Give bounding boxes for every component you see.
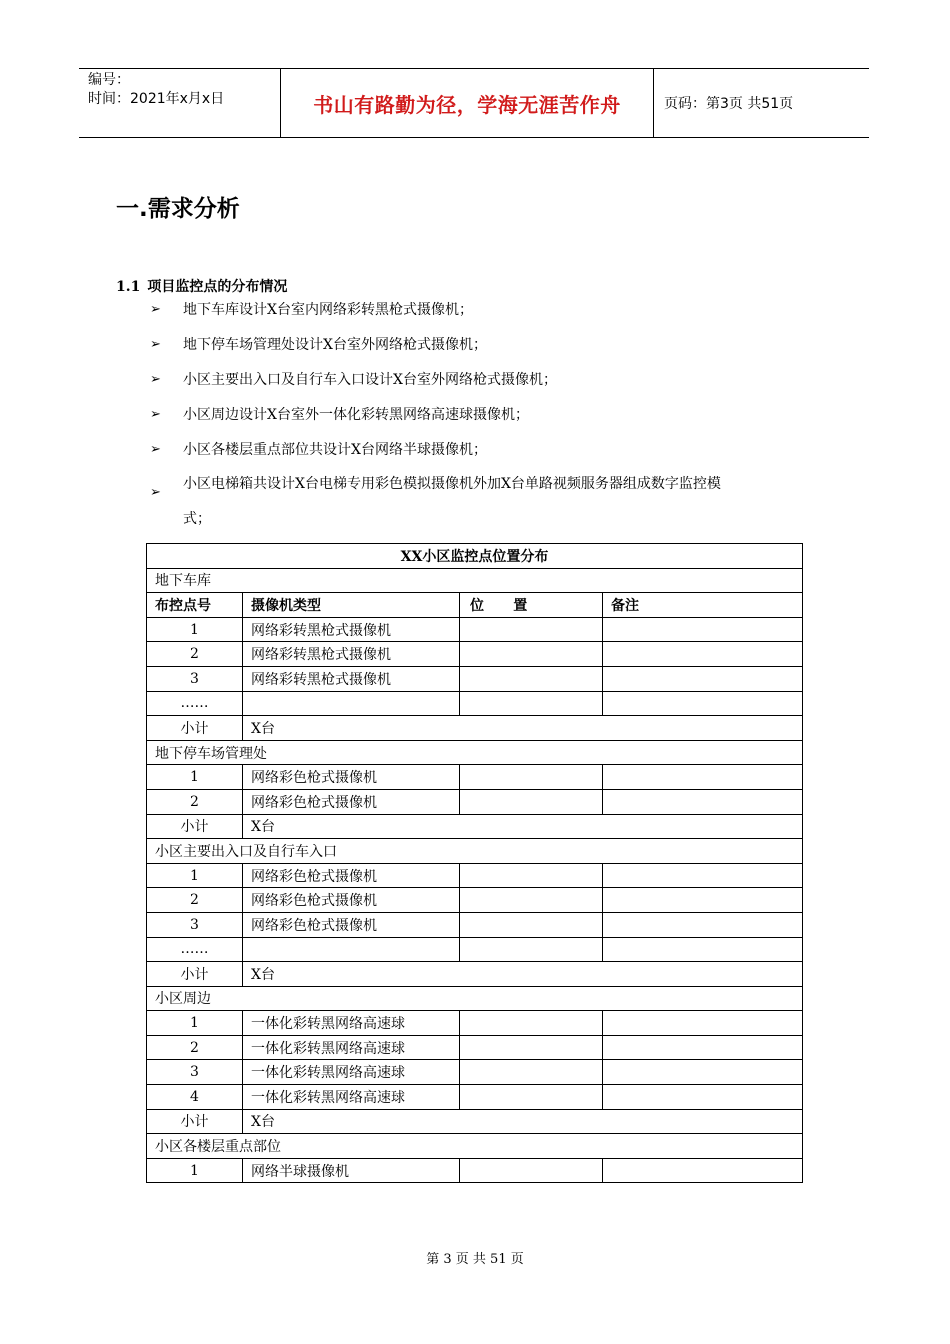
cell-point-no: 4: [147, 1085, 243, 1110]
cell-location: [460, 691, 603, 716]
subtotal-value: X台: [243, 716, 803, 741]
cell-camera-type: 网络彩转黑枪式摄像机: [243, 617, 460, 642]
cell-point-no: 2: [147, 789, 243, 814]
section-title: 项目监控点的分布情况: [147, 279, 288, 295]
cell-point-no: 1: [147, 1011, 243, 1036]
table-row: [147, 666, 803, 691]
cell-camera-type: 网络彩转黑枪式摄像机: [243, 642, 460, 667]
cell-point-no: 1: [147, 765, 243, 790]
cell-point-no: 1: [147, 1158, 243, 1183]
cell-remark: [603, 691, 803, 716]
arrow-bullet-icon: ➢: [150, 337, 161, 352]
cell-remark: [603, 1085, 803, 1110]
cell-location: [460, 789, 603, 814]
group-header: 地下车库: [147, 568, 803, 593]
bullet-item: [150, 370, 850, 405]
bullet-text: 地下停车场管理处设计X台室外网络枪式摄像机；: [183, 337, 487, 353]
cell-camera-type: 网络彩转黑枪式摄像机: [243, 666, 460, 691]
arrow-bullet-icon: ➢: [150, 485, 161, 500]
column-header: 备注: [603, 593, 803, 618]
table-row: [147, 642, 803, 667]
cell-camera-type: [243, 691, 460, 716]
subtotal-value: X台: [243, 962, 803, 987]
cell-remark: [603, 888, 803, 913]
subtotal-value: X台: [243, 814, 803, 839]
bullet-list: [150, 300, 850, 537]
subtotal-label: 小计: [147, 1109, 243, 1134]
arrow-bullet-icon: ➢: [150, 442, 161, 457]
column-header: 摄像机类型: [243, 593, 460, 618]
bullet-item: [150, 300, 850, 335]
cell-camera-type: 一体化彩转黑网络高速球: [243, 1011, 460, 1036]
cell-location: [460, 863, 603, 888]
cell-location: [460, 1011, 603, 1036]
column-header: 位 置: [460, 593, 603, 618]
subtotal-label: 小计: [147, 962, 243, 987]
header-meta: [79, 69, 281, 137]
table-row: [147, 691, 803, 716]
page-header: [79, 68, 869, 138]
cell-point-no: ……: [147, 691, 243, 716]
table-row: [147, 937, 803, 962]
cell-point-no: 2: [147, 888, 243, 913]
cell-location: [460, 765, 603, 790]
cell-remark: [603, 789, 803, 814]
table-row: [147, 888, 803, 913]
cell-remark: [603, 1158, 803, 1183]
table-row: [147, 1085, 803, 1110]
arrow-bullet-icon: ➢: [150, 372, 161, 387]
group-header: 小区周边: [147, 986, 803, 1011]
bullet-text: 地下车库设计X台室内网络彩转黑枪式摄像机；: [183, 302, 473, 318]
subtotal-value: X台: [243, 1109, 803, 1134]
group-header: 小区主要出入口及自行车入口: [147, 839, 803, 864]
cell-location: [460, 888, 603, 913]
section-heading: [116, 276, 287, 296]
cell-point-no: 3: [147, 1060, 243, 1085]
doc-time-label: 时间：2021年x月x日: [88, 91, 225, 107]
cell-remark: [603, 642, 803, 667]
subtotal-label: 小计: [147, 814, 243, 839]
cell-remark: [603, 1035, 803, 1060]
table-row: [147, 1158, 803, 1183]
table-row: [147, 765, 803, 790]
cell-remark: [603, 1011, 803, 1036]
bullet-text: 小区周边设计X台室外一体化彩转黑网络高速球摄像机；: [183, 407, 529, 423]
cell-location: [460, 642, 603, 667]
doc-number-label: 编号：: [88, 72, 130, 88]
table-row: [147, 1035, 803, 1060]
subtotal-row: [147, 716, 803, 741]
cell-remark: [603, 937, 803, 962]
monitoring-distribution-table: [146, 543, 803, 1183]
cell-remark: [603, 912, 803, 937]
header-motto: 书山有路勤为径，学海无涯苦作舟: [281, 69, 654, 137]
cell-camera-type: 一体化彩转黑网络高速球: [243, 1060, 460, 1085]
cell-location: [460, 1060, 603, 1085]
cell-remark: [603, 765, 803, 790]
cell-location: [460, 617, 603, 642]
chapter-title: 一.需求分析: [116, 196, 240, 222]
cell-location: [460, 666, 603, 691]
cell-location: [460, 937, 603, 962]
arrow-bullet-icon: ➢: [150, 302, 161, 317]
subtotal-row: [147, 1109, 803, 1134]
bullet-text: 小区电梯箱共设计X台电梯专用彩色模拟摄像机外加X台单路视频服务器组成数字监控模: [183, 476, 721, 492]
bullet-text-continued: 式；: [183, 511, 211, 527]
cell-point-no: 1: [147, 617, 243, 642]
group-header: 地下停车场管理处: [147, 740, 803, 765]
cell-remark: [603, 666, 803, 691]
table-row: [147, 912, 803, 937]
cell-remark: [603, 863, 803, 888]
subtotal-row: [147, 814, 803, 839]
cell-camera-type: [243, 937, 460, 962]
cell-camera-type: 一体化彩转黑网络高速球: [243, 1085, 460, 1110]
group-header: 小区各楼层重点部位: [147, 1134, 803, 1159]
bullet-text: 小区主要出入口及自行车入口设计X台室外网络枪式摄像机；: [183, 372, 557, 388]
bullet-item: [150, 335, 850, 370]
cell-camera-type: 网络彩色枪式摄像机: [243, 912, 460, 937]
bullet-text: 小区各楼层重点部位共设计X台网络半球摄像机；: [183, 442, 487, 458]
cell-camera-type: 网络半球摄像机: [243, 1158, 460, 1183]
cell-point-no: 2: [147, 1035, 243, 1060]
table-row: [147, 1011, 803, 1036]
table-row: [147, 789, 803, 814]
header-page-info: 页码：第3页 共51页: [664, 96, 794, 112]
cell-point-no: 2: [147, 642, 243, 667]
cell-location: [460, 1035, 603, 1060]
cell-camera-type: 网络彩色枪式摄像机: [243, 765, 460, 790]
subtotal-row: [147, 962, 803, 987]
bullet-item: [150, 467, 850, 537]
table-row: [147, 617, 803, 642]
cell-location: [460, 1085, 603, 1110]
cell-camera-type: 网络彩色枪式摄像机: [243, 863, 460, 888]
table-title: XX小区监控点位置分布: [147, 544, 803, 569]
cell-point-no: 3: [147, 666, 243, 691]
cell-camera-type: 一体化彩转黑网络高速球: [243, 1035, 460, 1060]
cell-remark: [603, 1060, 803, 1085]
arrow-bullet-icon: ➢: [150, 407, 161, 422]
table-row: [147, 1060, 803, 1085]
table-row: [147, 863, 803, 888]
column-header: 布控点号: [147, 593, 243, 618]
cell-point-no: 3: [147, 912, 243, 937]
section-number: 1.1: [116, 279, 141, 295]
cell-location: [460, 912, 603, 937]
cell-camera-type: 网络彩色枪式摄像机: [243, 789, 460, 814]
cell-point-no: 1: [147, 863, 243, 888]
cell-camera-type: 网络彩色枪式摄像机: [243, 888, 460, 913]
cell-location: [460, 1158, 603, 1183]
cell-remark: [603, 617, 803, 642]
cell-point-no: ……: [147, 937, 243, 962]
subtotal-label: 小计: [147, 716, 243, 741]
bullet-item: [150, 405, 850, 440]
page-footer: 第 3 页 共 51 页: [426, 1252, 524, 1267]
